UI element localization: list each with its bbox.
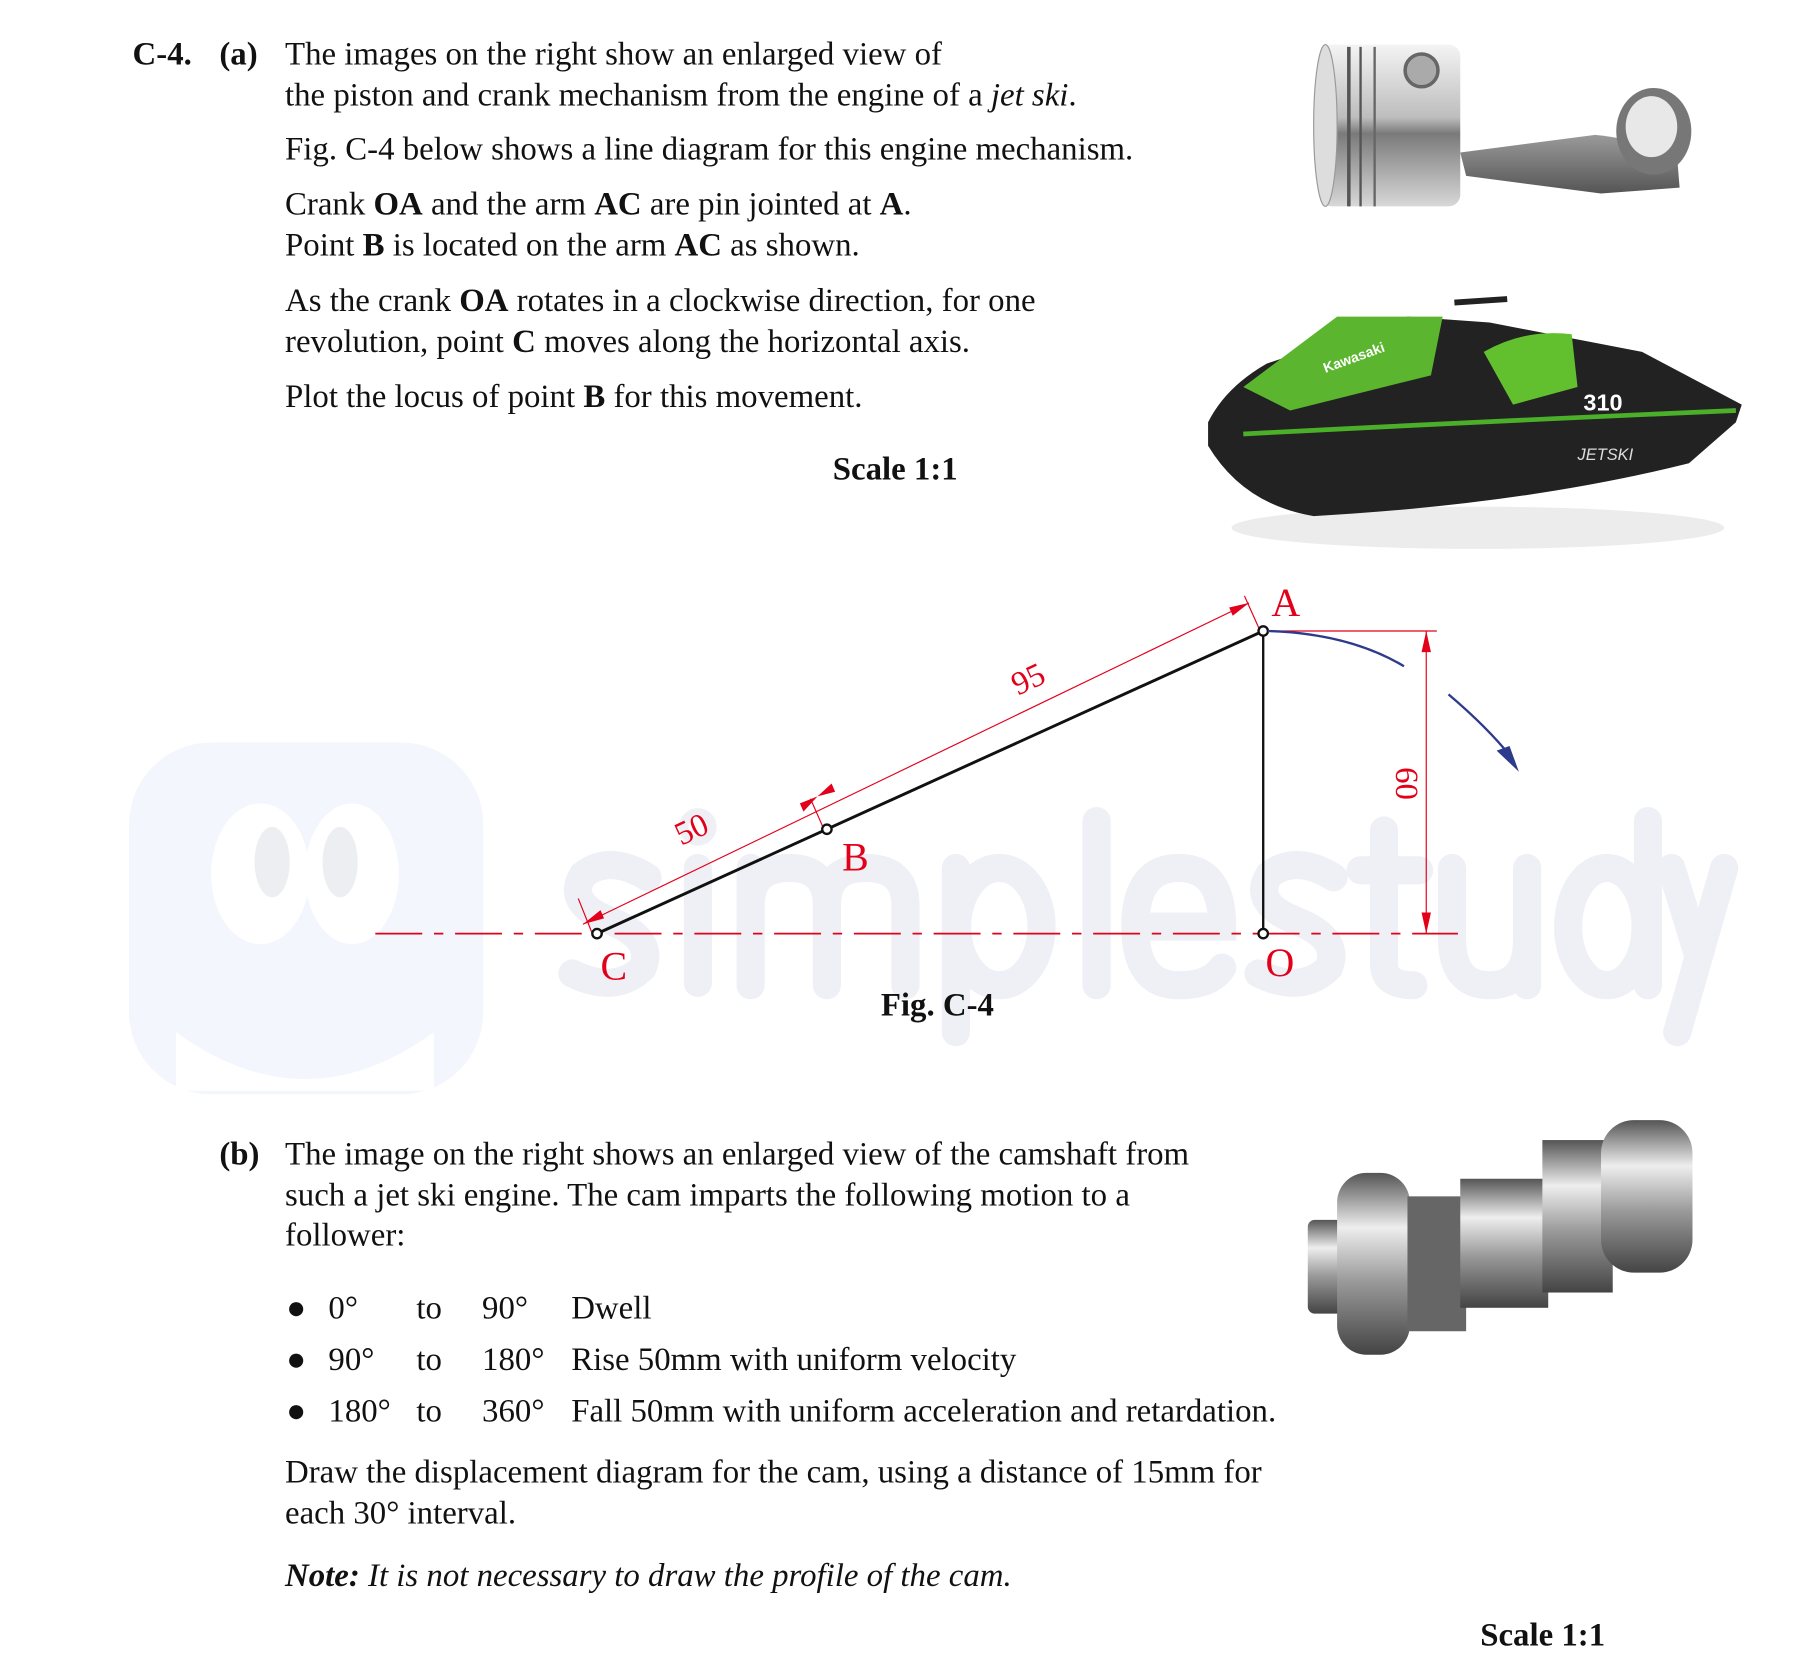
bullet-icon: ● xyxy=(286,1290,307,1327)
plot-line: Plot the locus of point B for this movement. xyxy=(285,378,863,416)
part-b-line-2: such a jet ski engine. The cam imparts the following motion to a xyxy=(285,1177,1130,1214)
part-a-line-3: Fig. C-4 below shows a line diagram for this engine mechanism. xyxy=(285,131,1134,168)
scale-label-a: Scale 1:1 xyxy=(832,451,958,488)
part-a-line-1: The images on the right show an enlarged view of xyxy=(285,36,942,73)
part-a-label: (a) xyxy=(219,36,258,73)
label-o: O xyxy=(1265,939,1295,985)
label-b: B xyxy=(842,834,869,880)
dimension-oa: 60 xyxy=(1387,767,1424,800)
rotate-line-1: As the crank OA rotates in a clockwise direction, for one xyxy=(285,282,1036,320)
question-number: C-4. xyxy=(132,36,192,73)
rotate-line-2: revolution, point C moves along the horizontal axis. xyxy=(285,323,971,361)
part-b-label: (b) xyxy=(219,1136,260,1173)
point-line: Point B is located on the arm AC as shown. xyxy=(285,227,860,264)
part-b-line-3: follower: xyxy=(285,1217,406,1254)
note: Note: It is not necessary to draw the profile of the cam. xyxy=(285,1557,1012,1594)
scale-label-b: Scale 1:1 xyxy=(1480,1617,1606,1654)
bullet-icon: ● xyxy=(286,1393,307,1430)
svg-text:310: 310 xyxy=(1583,389,1623,416)
label-a: A xyxy=(1271,579,1301,625)
draw-line-2: each 30° interval. xyxy=(285,1495,517,1532)
dimension-cb: 50 xyxy=(669,806,715,854)
label-c: C xyxy=(600,943,628,989)
dimension-ba: 95 xyxy=(1005,656,1051,703)
bullet-icon: ● xyxy=(286,1341,307,1379)
svg-text:JETSKI: JETSKI xyxy=(1577,445,1634,464)
figure-caption: Fig. C-4 xyxy=(880,987,994,1024)
draw-line-1: Draw the displacement diagram for the cam, using a distance of 15mm for xyxy=(285,1454,1262,1491)
part-a-line-2: the piston and crank mechanism from the engine of a jet ski. xyxy=(285,77,1077,114)
exam-page: C-4. (a) The images on the right show an enlarged view of the piston and crank mechanism from the engine of a jet ski. Fig. C-4 below shows a line diagram for this engine mechanism. Crank OA and the arm AC are pin jointed at A. Point B is located on the arm AC as shown. As the crank OA rotates in a clockwise direction, for one revolution, point C moves along the horizontal axis. Plot the locus of point B for this movement. Scale 1:1 Kawasaki 310 JETSKI 50 95 60 A B C O Fig. C-4 (b) The image on the right shows an enlarged view of the camshaft from such a jet ski engine. The cam imparts the following motion to a follower: ● 0° to 90° Dwell ● 90° to 180° Rise 50mm with uniform velocity ● 180° to 360° Fall 50mm with uniform acceleration and retardation. Draw the displacement diagram for the cam, using a distance of 15mm for each 30° interval. Note: It is not necessary to draw the profile of the cam. Scale 1:1 xyxy=(0,0,1818,1660)
jetski-brand-logo: Kawasaki xyxy=(1320,338,1387,376)
part-b-line-1: The image on the right shows an enlarged view of the camshaft from xyxy=(285,1136,1190,1173)
crank-line: Crank OA and the arm AC are pin jointed at A. xyxy=(285,186,912,223)
